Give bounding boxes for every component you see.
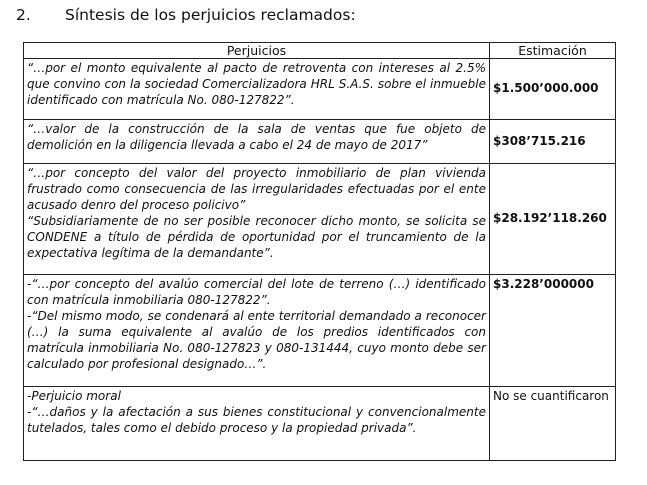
- claim-paragraph: “…valor de la construcción de la sala de ventas que fue objeto de demolición en la diligencia llevada a cabo el 24 de mayo de 2017”: [27, 122, 486, 152]
- header-perjuicios: Perjuicios: [24, 43, 490, 59]
- section-title: Síntesis de los perjuicios reclamados:: [65, 6, 356, 24]
- table-header-row: [24, 43, 616, 59]
- claim-amount: No se cuantificaron: [490, 387, 616, 461]
- table-row: [24, 120, 616, 164]
- claim-paragraph: “…por el monto equivalente al pacto de retroventa con intereses al 2.5% que convino con la sociedad Comercializadora HRL S.A.S. sobre el inmueble identificado con matrícula No. 080-127822”.: [27, 61, 486, 107]
- table-row: [24, 164, 616, 275]
- table-row: [24, 387, 616, 461]
- claims-table: [23, 42, 616, 461]
- claim-paragraph: -“Del mismo modo, se condenará al ente territorial demandado a reconocer (…) la suma equivalente al avalúo de los predios identificados con matrícula inmobiliaria No. 080-127823 y 080-131444, cuyo monto debe ser calculado por profesional designado…”.: [27, 309, 486, 371]
- claim-description: [24, 387, 490, 461]
- section-heading: [16, 6, 356, 24]
- claim-paragraph: “…por concepto del valor del proyecto inmobiliario de plan vivienda frustrado como consecuencia de las irregularidades efectuadas por el ente acusado denro del proceso policivo”: [27, 166, 486, 212]
- claim-amount: $28.192’118.260: [490, 164, 616, 275]
- table-row: [24, 59, 616, 120]
- claim-paragraph: -“…por concepto del avalúo comercial del lote de terreno (…) identificado con matrícula inmobiliaria 080-127822”.: [27, 277, 486, 307]
- header-estimacion: Estimación: [490, 43, 616, 59]
- claim-paragraph: -“…daños y la afectación a sus bienes constitucional y convencionalmente tutelados, tales como el debido proceso y la propiedad privada”.: [27, 405, 486, 435]
- claim-amount: $1.500’000.000: [490, 59, 616, 120]
- claim-amount: $3.228’000000: [490, 275, 616, 387]
- table-row: [24, 275, 616, 387]
- claim-description: [24, 59, 490, 120]
- claim-paragraph: -Perjuicio moral: [27, 389, 121, 403]
- claim-amount: $308’715.216: [490, 120, 616, 164]
- claim-description: [24, 275, 490, 387]
- section-number: 2.: [16, 6, 31, 24]
- claim-description: [24, 164, 490, 275]
- claim-description: [24, 120, 490, 164]
- claim-paragraph: “Subsidiariamente de no ser posible reconocer dicho monto, se solicita se CONDENE a título de pérdida de oportunidad por el truncamiento de la expectativa legítima de la demandante”.: [27, 214, 486, 260]
